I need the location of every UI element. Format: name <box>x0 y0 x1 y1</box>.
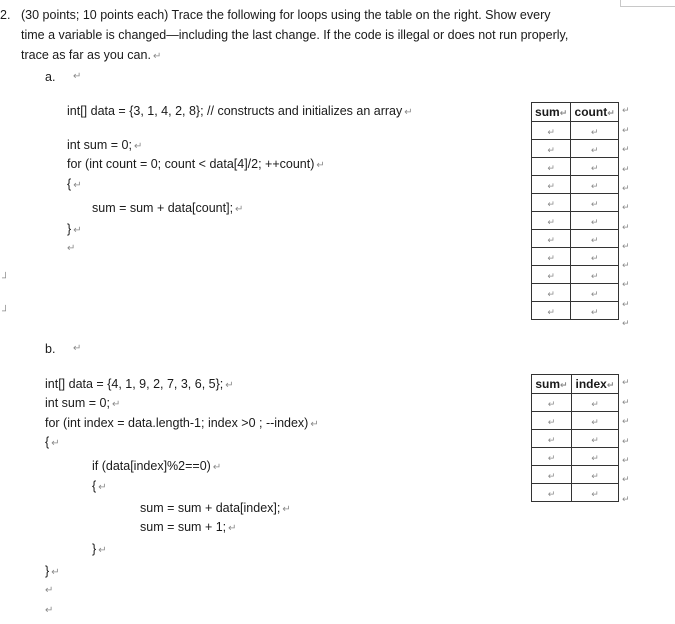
column-header-count: count↵ <box>571 103 619 122</box>
row-end-mark: ↵ <box>622 144 630 155</box>
margin-mark: ┘ <box>2 306 10 317</box>
table-row <box>532 194 619 212</box>
table-row <box>532 448 619 466</box>
cell-mark: ↵ <box>547 398 556 409</box>
part-a-code-line-5: sum = sum + data[count]; ↵ <box>92 201 244 215</box>
row-end-mark: ↵ <box>622 125 630 135</box>
trace-table-a <box>531 102 619 320</box>
sum-cell[interactable] <box>532 466 572 484</box>
part-b-code-line-4: { ↵ <box>45 435 60 449</box>
sum-cell[interactable] <box>532 266 571 284</box>
table-row <box>532 122 619 140</box>
part-a-code-line-2: int sum = 0; ↵ <box>67 138 143 152</box>
paragraph-mark: ↵ <box>73 343 82 354</box>
cell-mark: ↵ <box>547 488 556 499</box>
part-a-code-line-1: int[] data = {3, 1, 4, 2, 8}; // constructs and initializes an array ↵ <box>67 104 413 118</box>
sum-cell[interactable] <box>532 484 572 502</box>
part-a-code-line-6: } ↵ <box>67 222 82 236</box>
cell-mark: ↵ <box>547 416 556 427</box>
table-row <box>532 212 619 230</box>
sum-cell[interactable] <box>532 140 571 158</box>
cell-mark: ↵ <box>547 252 555 263</box>
paragraph-mark: ↵ <box>45 605 54 616</box>
cell-mark: ↵ <box>547 470 556 481</box>
row-end-mark: ↵ <box>622 416 630 427</box>
cell-mark: ↵ <box>590 216 599 227</box>
cell-mark: ↵ <box>590 144 599 155</box>
counter-cell[interactable] <box>571 448 618 466</box>
cell-mark: ↵ <box>547 234 555 245</box>
cell-mark: ↵ <box>590 252 599 263</box>
row-end-mark: ↵ <box>622 182 630 193</box>
row-end-mark: ↵ <box>622 279 630 290</box>
trace-table-b <box>531 374 619 502</box>
cell-mark: ↵ <box>591 452 599 463</box>
counter-cell[interactable] <box>571 230 619 248</box>
table-row <box>532 284 619 302</box>
column-header-index: index↵ <box>571 375 618 394</box>
cell-mark: ↵ <box>547 144 555 155</box>
column-header-sum: sum↵ <box>532 375 572 394</box>
sum-cell[interactable] <box>532 448 572 466</box>
part-b-code-line-2: int sum = 0; ↵ <box>45 396 121 410</box>
counter-cell[interactable] <box>571 248 619 266</box>
paragraph-mark: ↵ <box>67 243 76 254</box>
cell-mark: ↵ <box>590 162 599 173</box>
cell-mark: ↵ <box>590 180 599 191</box>
part-b-code-line-8: sum = sum + 1; ↵ <box>140 520 237 534</box>
part-a-code-line-3: for (int count = 0; count < data[4]/2; ++count) ↵ <box>67 157 325 171</box>
sum-cell[interactable] <box>532 302 571 320</box>
table-row <box>532 266 619 284</box>
counter-cell[interactable] <box>571 158 619 176</box>
counter-cell[interactable] <box>571 284 619 302</box>
counter-cell[interactable] <box>571 412 618 430</box>
row-end-mark: ↵ <box>622 377 630 387</box>
row-end-mark: ↵ <box>622 493 630 504</box>
sum-cell[interactable] <box>532 430 572 448</box>
cell-mark: ↵ <box>547 306 555 317</box>
part-b-code-line-10: } ↵ <box>45 564 60 578</box>
part-b-code-line-5: if (data[index]%2==0) ↵ <box>92 459 222 473</box>
question-line-1: (30 points; 10 points each) Trace the following for loops using the table on the right. Show every <box>21 8 551 22</box>
cell-mark: ↵ <box>547 198 555 209</box>
counter-cell[interactable] <box>571 302 619 320</box>
table-row <box>532 140 619 158</box>
sum-cell[interactable] <box>532 194 571 212</box>
sum-cell[interactable] <box>532 230 571 248</box>
question-line-2: time a variable is changed—including the last change. If the code is illegal or does not run properly, <box>21 28 569 42</box>
part-b-code-line-1: int[] data = {4, 1, 9, 2, 7, 3, 6, 5}; ↵ <box>45 377 234 391</box>
counter-cell[interactable] <box>571 212 619 230</box>
table-row <box>532 430 619 448</box>
counter-cell[interactable] <box>571 122 619 140</box>
table-row <box>532 412 619 430</box>
cell-mark: ↵ <box>591 398 599 409</box>
question-number: 2. <box>0 8 11 22</box>
cell-mark: ↵ <box>590 234 599 245</box>
sum-cell[interactable] <box>532 284 571 302</box>
cell-mark: ↵ <box>590 288 599 299</box>
part-a-code-line-4: { ↵ <box>67 177 82 191</box>
row-end-mark: ↵ <box>622 298 630 309</box>
row-end-mark: ↵ <box>622 318 630 328</box>
counter-cell[interactable] <box>571 430 618 448</box>
table-row <box>532 302 619 320</box>
part-b-code-line-6: { ↵ <box>92 479 107 493</box>
question-line-3: trace as far as you can. ↵ <box>21 48 162 62</box>
row-end-mark: ↵ <box>622 202 630 213</box>
sum-cell[interactable] <box>532 176 571 194</box>
part-b-code-line-7: sum = sum + data[index]; ↵ <box>140 501 291 515</box>
table-row <box>532 394 619 412</box>
cell-mark: ↵ <box>590 270 599 281</box>
cell-mark: ↵ <box>547 216 555 227</box>
table-row <box>532 466 619 484</box>
paragraph-mark: ↵ <box>45 585 54 596</box>
table-row <box>532 158 619 176</box>
row-end-mark: ↵ <box>622 397 630 407</box>
counter-cell[interactable] <box>571 484 618 502</box>
table-header-row <box>532 103 619 122</box>
cell-mark: ↵ <box>547 452 556 463</box>
cell-mark: ↵ <box>590 306 599 317</box>
table-row <box>532 230 619 248</box>
counter-cell[interactable] <box>571 394 618 412</box>
counter-cell[interactable] <box>571 266 619 284</box>
table-row <box>532 484 619 502</box>
sum-cell[interactable] <box>532 122 571 140</box>
counter-cell[interactable] <box>571 466 618 484</box>
counter-cell[interactable] <box>571 140 619 158</box>
row-end-mark: ↵ <box>622 435 630 446</box>
row-end-mark: ↵ <box>622 163 630 174</box>
cell-mark: ↵ <box>590 198 599 209</box>
row-end-mark: ↵ <box>622 240 630 251</box>
part-b-code-line-9: } ↵ <box>92 542 107 556</box>
part-b-code-line-3: for (int index = data.length-1; index >0 ; --index) ↵ <box>45 416 319 430</box>
table-row <box>532 248 619 266</box>
cell-mark: ↵ <box>547 162 555 173</box>
sum-cell[interactable] <box>532 212 571 230</box>
cell-mark: ↵ <box>547 288 555 299</box>
row-end-mark: ↵ <box>622 474 630 485</box>
cell-mark: ↵ <box>547 126 555 137</box>
sum-cell[interactable] <box>532 412 572 430</box>
cell-mark: ↵ <box>591 488 599 499</box>
row-end-mark: ↵ <box>622 105 630 115</box>
table-row <box>532 176 619 194</box>
cell-mark: ↵ <box>591 470 599 481</box>
cell-mark: ↵ <box>547 434 556 445</box>
cell-mark: ↵ <box>590 126 599 137</box>
sum-cell[interactable] <box>532 248 571 266</box>
column-header-sum: sum↵ <box>532 103 571 122</box>
margin-mark: ┘ <box>2 273 10 284</box>
part-a-label: a. <box>45 70 56 84</box>
page-corner-mark <box>620 0 675 7</box>
cell-mark: ↵ <box>547 180 555 191</box>
part-b-label: b. <box>45 342 56 356</box>
paragraph-mark: ↵ <box>73 71 82 82</box>
cell-mark: ↵ <box>591 434 599 445</box>
cell-mark: ↵ <box>591 416 599 427</box>
row-end-mark: ↵ <box>622 260 630 271</box>
cell-mark: ↵ <box>547 270 555 281</box>
counter-cell[interactable] <box>571 176 619 194</box>
sum-cell[interactable] <box>532 158 571 176</box>
row-end-mark: ↵ <box>622 221 630 232</box>
sum-cell[interactable] <box>532 394 572 412</box>
counter-cell[interactable] <box>571 194 619 212</box>
row-end-mark: ↵ <box>622 454 630 465</box>
table-header-row <box>532 375 619 394</box>
